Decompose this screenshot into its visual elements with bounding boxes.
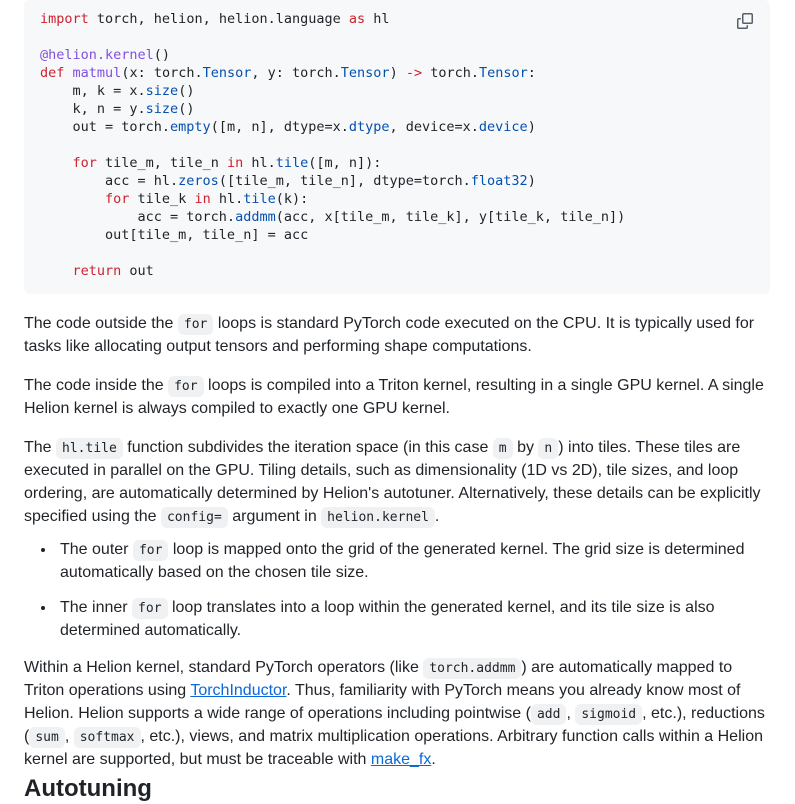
inline-code: torch.addmm — [423, 658, 521, 679]
code-block — [24, 0, 770, 294]
list-item-outer-loop: • The outer for loop is mapped onto the grid of the generated kernel. The grid size is determined automatically based on the chosen tile size. — [56, 538, 770, 584]
inline-code: hl.tile — [56, 438, 123, 459]
copy-code-button[interactable] — [733, 9, 757, 33]
paragraph-code-inside: The code inside the for loops is compiled into a Triton kernel, resulting in a single GPU kernel. A single Helion kernel is always compiled to exactly one GPU kernel. — [24, 377, 764, 417]
inline-code: for — [133, 540, 168, 561]
list-item-inner-loop: • The inner for loop translates into a loop within the generated kernel, and its tile size is also determined automatically. — [56, 596, 770, 642]
paragraph-hl-tile: The hl.tile function subdivides the iteration space (in this case m by n ) into tiles. These tiles are executed in parallel on the GPU. Tiling details, such as dimensionality (1D vs 2D), tile sizes, and loop ordering, are automatically determined by Helion's autotuner. Alternatively, these details can be explicitly specified using the config= argument in helion.kernel . — [24, 436, 770, 528]
inline-code: for — [132, 598, 167, 619]
inline-code: m — [493, 438, 513, 459]
inline-code: config= — [161, 507, 228, 528]
torchinductor-link[interactable]: TorchInductor — [190, 682, 287, 699]
paragraph-code-outside: The code outside the for loops is standard PyTorch code executed on the CPU. It is typically used for tasks like allocating output tensors and performing shape computations. — [24, 315, 755, 355]
inline-code: helion.kernel — [321, 507, 435, 528]
inline-code: sigmoid — [575, 704, 642, 725]
inline-code: add — [531, 704, 566, 725]
code-content: import torch, helion, helion.language as hl @helion.kernel() def matmul(x: torch.Tensor, y: torch.Tensor) -> torch.Tensor: m, k = x.size() k, n = y.size() out = torch.empty([m, n], dtype=x.dtype, device=x.device) for tile_m, tile_n in hl.tile([m, n]): acc = hl.zeros([tile_m, tile_n], dtype=torch.float32) for tile_k in hl.tile(k): acc = torch.addmm(acc, x[tile_m, tile_k], y[tile_k, tile_n]) out[tile_m, tile_n] = acc return out — [40, 11, 626, 279]
make-fx-link[interactable]: make_fx — [370, 751, 432, 768]
inline-code: n — [538, 438, 558, 459]
section-heading-autotuning: Autotuning — [24, 775, 152, 802]
paragraph-operators: Within a Helion kernel, standard PyTorch operators (like torch.addmm ) are automatically mapped to Triton operations using TorchInductor. Thus, familiarity with PyTorch means you already know most of Helion. Helion supports a wide range of operations including pointwise ( add , sigmoid , etc.), reductions ( sum , softmax , etc.), views, and matrix multiplication operations. Arbitrary function calls within a Helion kernel are supported, but must be traceable with make_fx. — [24, 659, 765, 768]
copy-icon — [737, 13, 753, 29]
bullet-list — [24, 538, 770, 642]
inline-code: for — [168, 376, 203, 397]
inline-code: softmax — [74, 727, 141, 748]
prose-section — [24, 312, 770, 804]
inline-code: sum — [29, 727, 64, 748]
inline-code: for — [178, 314, 213, 335]
